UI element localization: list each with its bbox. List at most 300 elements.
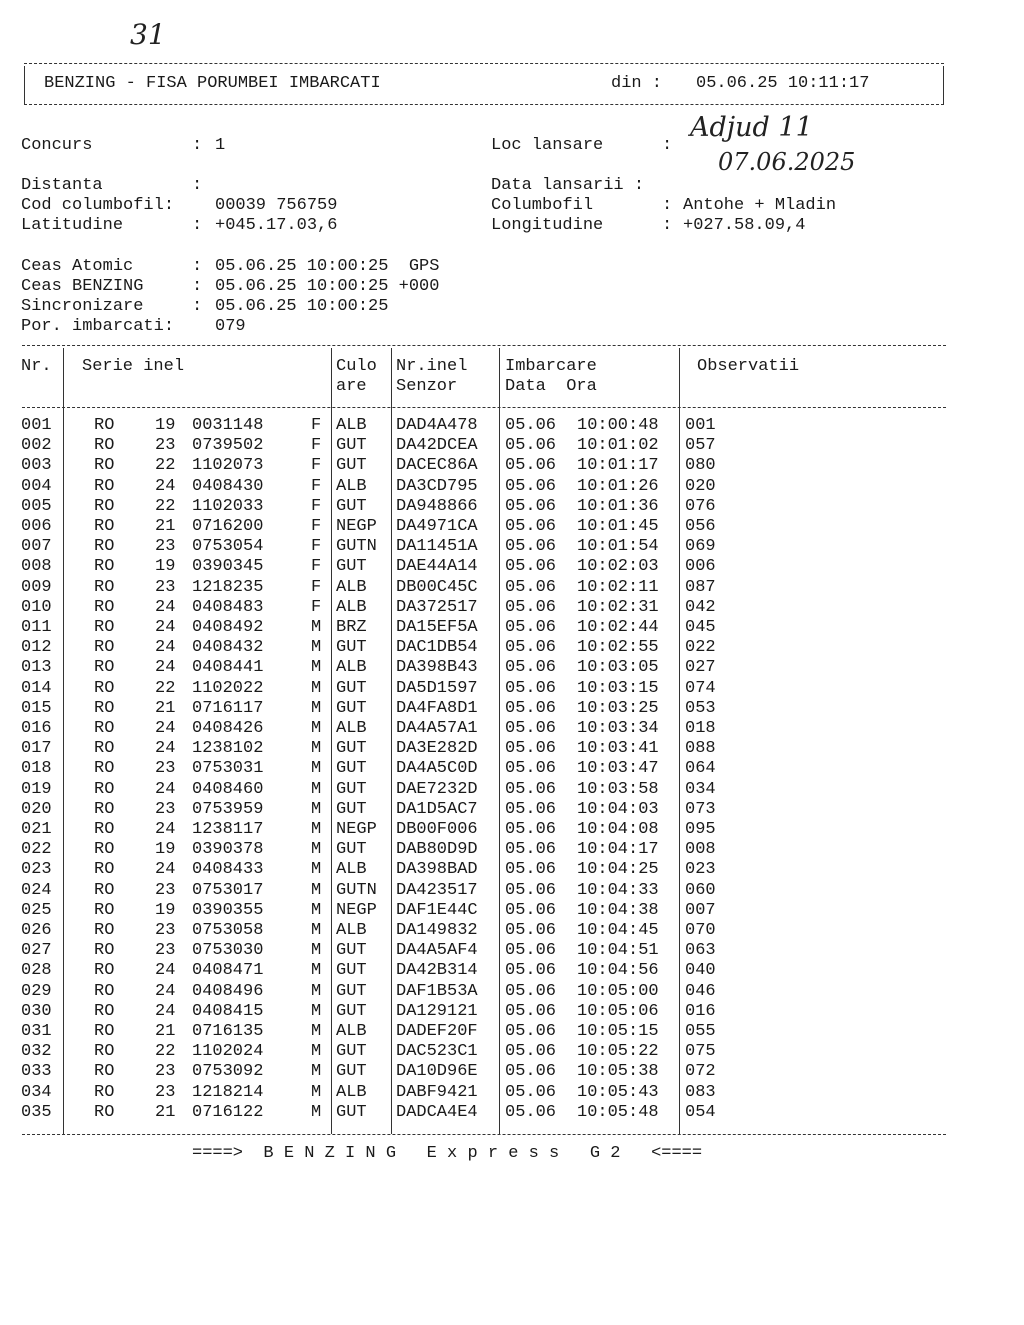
row-sensor: DA3E282D [396, 739, 478, 759]
row-sensor: DA149832 [396, 921, 478, 940]
row-year: 24 [155, 820, 176, 839]
table-row [0, 517, 1024, 537]
row-date: 05.06 [505, 537, 557, 557]
footer-banner: ====> B E N Z I N G E x p r e s s G 2 <==== [192, 1144, 703, 1163]
row-year: 24 [155, 597, 176, 617]
row-sensor: DAC523C1 [396, 1042, 478, 1062]
row-color: GUT [336, 1042, 367, 1062]
colon: : [192, 257, 203, 276]
table-row [0, 1062, 1024, 1082]
row-time: 10:03:05 [577, 658, 659, 678]
row-year: 21 [155, 698, 176, 718]
row-color: GUT [336, 678, 367, 698]
row-color: GUT [336, 436, 367, 456]
row-sex: M [311, 698, 322, 718]
header-top-border [24, 63, 944, 64]
row-year: 24 [155, 779, 176, 799]
row-ring-number: 0408433 [192, 860, 264, 880]
table-row [0, 578, 1024, 598]
row-nr: 010 [21, 597, 52, 617]
row-nr: 006 [21, 517, 52, 536]
row-year: 23 [155, 1062, 176, 1082]
row-observatii: 040 [685, 961, 716, 981]
row-time: 10:01:36 [577, 496, 659, 516]
row-observatii: 095 [685, 820, 716, 839]
row-sensor: DA4A57A1 [396, 719, 478, 738]
row-nr: 005 [21, 496, 52, 516]
colon: : [662, 196, 673, 215]
row-observatii: 080 [685, 456, 716, 476]
row-country: RO [94, 496, 115, 516]
row-date: 05.06 [505, 1022, 557, 1041]
row-color: NEGP [336, 517, 377, 536]
loc-label: Loc lansare [491, 136, 604, 155]
row-sensor: DA948866 [396, 496, 478, 516]
row-time: 10:00:48 [577, 416, 659, 435]
row-sex: F [311, 537, 322, 557]
table-row [0, 1083, 1024, 1103]
table-row [0, 1042, 1024, 1062]
row-year: 23 [155, 941, 176, 961]
colon: : [192, 277, 203, 296]
row-date: 05.06 [505, 456, 557, 476]
table-row [0, 759, 1024, 779]
row-ring-number: 0753092 [192, 1062, 264, 1082]
row-sensor: DA4971CA [396, 517, 478, 536]
row-sensor: DA10D96E [396, 1062, 478, 1082]
row-sex: M [311, 921, 322, 940]
row-sensor: DAE44A14 [396, 557, 478, 577]
row-sensor: DABF9421 [396, 1082, 478, 1102]
row-sensor: DAB80D9D [396, 840, 478, 860]
row-sex: M [311, 719, 322, 738]
row-color: ALB [336, 719, 367, 738]
row-nr: 018 [21, 759, 52, 779]
row-country: RO [94, 416, 115, 435]
row-country: RO [94, 1001, 115, 1021]
date-label: din : [611, 74, 663, 93]
row-color: GUT [336, 779, 367, 799]
row-ring-number: 0753959 [192, 799, 264, 819]
table-row [0, 982, 1024, 1002]
ceas-atomic-label: Ceas Atomic [21, 257, 134, 276]
row-time: 10:05:43 [577, 1082, 659, 1102]
data-lansarii-handwritten: 07.06.2025 [718, 148, 856, 176]
row-sex: M [311, 618, 322, 637]
table-bottom-border [22, 1134, 946, 1135]
page-number: 31 [130, 18, 166, 51]
row-observatii: 016 [685, 1001, 716, 1021]
row-ring-number: 1238102 [192, 739, 264, 759]
row-year: 19 [155, 557, 176, 577]
row-color: GUT [336, 799, 367, 819]
row-color: GUT [336, 1102, 367, 1122]
table-row [0, 719, 1024, 739]
row-time: 10:05:15 [577, 1022, 659, 1041]
row-nr: 009 [21, 577, 52, 597]
row-date: 05.06 [505, 860, 557, 880]
row-observatii: 027 [685, 658, 716, 678]
row-date: 05.06 [505, 1062, 557, 1082]
row-ring-number: 1102033 [192, 496, 264, 516]
row-nr: 011 [21, 618, 52, 637]
row-year: 21 [155, 1022, 176, 1041]
ceas-benzing-label: Ceas BENZING [21, 277, 144, 296]
row-country: RO [94, 779, 115, 799]
row-nr: 024 [21, 880, 52, 900]
row-year: 24 [155, 981, 176, 1001]
row-country: RO [94, 557, 115, 577]
row-observatii: 073 [685, 799, 716, 819]
row-year: 19 [155, 900, 176, 920]
row-country: RO [94, 456, 115, 476]
row-color: GUT [336, 496, 367, 516]
row-observatii: 018 [685, 719, 716, 738]
row-ring-number: 0753054 [192, 537, 264, 557]
colon: : [662, 216, 673, 235]
row-date: 05.06 [505, 759, 557, 779]
table-row [0, 901, 1024, 921]
row-nr: 026 [21, 921, 52, 940]
row-nr: 016 [21, 719, 52, 738]
row-ring-number: 1102022 [192, 678, 264, 698]
row-sensor: DAE7232D [396, 779, 478, 799]
longitudine-value: +027.58.09,4 [683, 216, 806, 235]
row-color: GUT [336, 638, 367, 658]
data-lansarii-label: Data lansarii : [491, 176, 645, 195]
row-color: BRZ [336, 618, 367, 637]
row-date: 05.06 [505, 577, 557, 597]
row-year: 23 [155, 577, 176, 597]
row-sensor: DA423517 [396, 880, 478, 900]
col-nr-header: Nr. [21, 357, 52, 376]
por-value: 079 [215, 317, 246, 336]
row-country: RO [94, 658, 115, 678]
row-sex: M [311, 1022, 322, 1041]
row-ring-number: 0408432 [192, 638, 264, 658]
row-time: 10:05:00 [577, 981, 659, 1001]
row-sex: M [311, 779, 322, 799]
row-ring-number: 0390355 [192, 900, 264, 920]
row-date: 05.06 [505, 900, 557, 920]
table-row [0, 961, 1024, 981]
row-ring-number: 0716122 [192, 1102, 264, 1122]
columbofil-label: Columbofil [491, 196, 594, 215]
row-time: 10:03:47 [577, 759, 659, 779]
row-ring-number: 0739502 [192, 436, 264, 456]
row-ring-number: 1238117 [192, 820, 264, 839]
row-year: 23 [155, 1082, 176, 1102]
row-sex: M [311, 739, 322, 759]
row-country: RO [94, 981, 115, 1001]
row-ring-number: 0031148 [192, 416, 264, 435]
row-sex: M [311, 638, 322, 658]
row-color: ALB [336, 597, 367, 617]
colon: : [192, 176, 203, 195]
concurs-label: Concurs [21, 136, 93, 155]
row-sensor: DADCA4E4 [396, 1102, 478, 1122]
row-year: 24 [155, 638, 176, 658]
row-ring-number: 1218214 [192, 1082, 264, 1102]
row-time: 10:02:03 [577, 557, 659, 577]
row-time: 10:05:22 [577, 1042, 659, 1062]
row-time: 10:04:33 [577, 880, 659, 900]
table-row [0, 1103, 1024, 1123]
table-row [0, 881, 1024, 901]
row-color: GUT [336, 981, 367, 1001]
row-time: 10:01:02 [577, 436, 659, 456]
table-row [0, 497, 1024, 517]
row-time: 10:02:11 [577, 577, 659, 597]
row-observatii: 054 [685, 1102, 716, 1122]
row-country: RO [94, 921, 115, 940]
table-row [0, 436, 1024, 456]
table-row [0, 638, 1024, 658]
row-sensor: DAD4A478 [396, 416, 478, 435]
colon: : [192, 297, 203, 316]
row-sex: M [311, 880, 322, 900]
row-sensor: DA42B314 [396, 961, 478, 981]
row-country: RO [94, 860, 115, 880]
row-country: RO [94, 618, 115, 637]
row-nr: 031 [21, 1022, 52, 1041]
row-year: 22 [155, 456, 176, 476]
row-observatii: 060 [685, 880, 716, 900]
row-country: RO [94, 476, 115, 496]
cod-value: 00039 756759 [215, 196, 338, 215]
row-observatii: 070 [685, 921, 716, 940]
loc-handwritten: Adjud 11 [690, 112, 813, 143]
por-label: Por. imbarcati: [21, 317, 175, 336]
row-date: 05.06 [505, 658, 557, 678]
row-observatii: 088 [685, 739, 716, 759]
row-time: 10:01:26 [577, 476, 659, 496]
row-color: ALB [336, 860, 367, 880]
row-time: 10:04:08 [577, 820, 659, 839]
row-observatii: 076 [685, 496, 716, 516]
row-ring-number: 0408483 [192, 597, 264, 617]
row-observatii: 075 [685, 1042, 716, 1062]
row-date: 05.06 [505, 436, 557, 456]
table-row [0, 679, 1024, 699]
row-sex: M [311, 1062, 322, 1082]
row-country: RO [94, 436, 115, 456]
row-observatii: 022 [685, 638, 716, 658]
row-nr: 033 [21, 1062, 52, 1082]
row-time: 10:04:38 [577, 900, 659, 920]
row-year: 23 [155, 921, 176, 940]
row-sex: M [311, 860, 322, 880]
row-year: 21 [155, 1102, 176, 1122]
colon: : [192, 216, 203, 235]
row-sex: F [311, 416, 322, 435]
row-country: RO [94, 577, 115, 597]
row-ring-number: 0716135 [192, 1022, 264, 1041]
table-row [0, 598, 1024, 618]
row-sensor: DA372517 [396, 597, 478, 617]
row-color: GUT [336, 739, 367, 759]
row-color: GUT [336, 759, 367, 779]
row-color: GUT [336, 557, 367, 577]
row-country: RO [94, 698, 115, 718]
row-date: 05.06 [505, 678, 557, 698]
row-country: RO [94, 840, 115, 860]
row-sensor: DA4FA8D1 [396, 698, 478, 718]
col-nrinel-header-2: Senzor [396, 377, 458, 396]
row-ring-number: 0408426 [192, 719, 264, 738]
row-nr: 013 [21, 658, 52, 678]
date-value: 05.06.25 10:11:17 [696, 74, 870, 93]
table-row [0, 416, 1024, 436]
table-row [0, 456, 1024, 476]
row-sensor: DA398B43 [396, 658, 478, 678]
row-time: 10:04:25 [577, 860, 659, 880]
table-row [0, 820, 1024, 840]
row-time: 10:04:56 [577, 961, 659, 981]
row-date: 05.06 [505, 921, 557, 940]
row-date: 05.06 [505, 1082, 557, 1102]
row-color: ALB [336, 577, 367, 597]
row-time: 10:01:45 [577, 517, 659, 536]
table-row [0, 941, 1024, 961]
row-time: 10:03:58 [577, 779, 659, 799]
distanta-label: Distanta [21, 176, 103, 195]
row-sex: F [311, 476, 322, 496]
row-sex: M [311, 820, 322, 839]
row-nr: 017 [21, 739, 52, 759]
row-year: 23 [155, 880, 176, 900]
concurs-value: 1 [215, 136, 226, 155]
row-country: RO [94, 537, 115, 557]
row-date: 05.06 [505, 496, 557, 516]
row-sex: F [311, 496, 322, 516]
row-color: GUTN [336, 537, 377, 557]
table-row [0, 618, 1024, 638]
row-country: RO [94, 880, 115, 900]
ceas-benzing-value: 05.06.25 10:00:25 +000 [215, 277, 440, 296]
row-year: 23 [155, 436, 176, 456]
header-left-border [24, 66, 25, 104]
row-observatii: 045 [685, 618, 716, 637]
row-nr: 030 [21, 1001, 52, 1021]
col-imbarcare-header-2: Data Ora [505, 377, 597, 396]
row-date: 05.06 [505, 1102, 557, 1122]
row-observatii: 001 [685, 416, 716, 435]
row-time: 10:04:51 [577, 941, 659, 961]
row-year: 24 [155, 739, 176, 759]
row-ring-number: 1102024 [192, 1042, 264, 1062]
row-date: 05.06 [505, 719, 557, 738]
colon: : [662, 136, 673, 155]
table-row [0, 780, 1024, 800]
row-year: 24 [155, 658, 176, 678]
row-sensor: DA4A5C0D [396, 759, 478, 779]
row-time: 10:03:41 [577, 739, 659, 759]
row-color: GUT [336, 941, 367, 961]
latitudine-label: Latitudine [21, 216, 124, 235]
table-row [0, 921, 1024, 941]
table-row [0, 699, 1024, 719]
row-country: RO [94, 1022, 115, 1041]
row-date: 05.06 [505, 416, 557, 435]
row-sex: M [311, 1082, 322, 1102]
table-row [0, 537, 1024, 557]
row-date: 05.06 [505, 1001, 557, 1021]
row-sensor: DACEC86A [396, 456, 478, 476]
row-sensor: DA4A5AF4 [396, 941, 478, 961]
row-country: RO [94, 719, 115, 738]
row-year: 24 [155, 618, 176, 637]
row-time: 10:03:15 [577, 678, 659, 698]
row-date: 05.06 [505, 820, 557, 839]
row-color: ALB [336, 416, 367, 435]
row-time: 10:02:55 [577, 638, 659, 658]
row-color: ALB [336, 658, 367, 678]
row-year: 22 [155, 1042, 176, 1062]
row-nr: 015 [21, 698, 52, 718]
row-nr: 007 [21, 537, 52, 557]
row-country: RO [94, 517, 115, 536]
row-sex: F [311, 517, 322, 536]
row-nr: 029 [21, 981, 52, 1001]
row-country: RO [94, 941, 115, 961]
row-sex: F [311, 557, 322, 577]
table-row [0, 739, 1024, 759]
row-sex: M [311, 1102, 322, 1122]
row-observatii: 056 [685, 517, 716, 536]
row-country: RO [94, 638, 115, 658]
row-observatii: 064 [685, 759, 716, 779]
row-date: 05.06 [505, 557, 557, 577]
row-observatii: 057 [685, 436, 716, 456]
ceas-atomic-value: 05.06.25 10:00:25 GPS [215, 257, 440, 276]
row-sensor: DA5D1597 [396, 678, 478, 698]
sincronizare-label: Sincronizare [21, 297, 144, 316]
header-bottom-border [24, 104, 944, 105]
row-time: 10:05:06 [577, 1001, 659, 1021]
row-sex: M [311, 840, 322, 860]
row-ring-number: 0753030 [192, 941, 264, 961]
row-ring-number: 1102073 [192, 456, 264, 476]
row-time: 10:01:54 [577, 537, 659, 557]
row-observatii: 055 [685, 1022, 716, 1041]
row-color: GUT [336, 1001, 367, 1021]
row-color: GUT [336, 961, 367, 981]
row-observatii: 008 [685, 840, 716, 860]
row-country: RO [94, 1042, 115, 1062]
row-sex: M [311, 1001, 322, 1021]
row-ring-number: 0408492 [192, 618, 264, 637]
row-ring-number: 0408430 [192, 476, 264, 496]
row-nr: 001 [21, 416, 52, 435]
row-ring-number: 0716117 [192, 698, 264, 718]
row-sensor: DADEF20F [396, 1022, 478, 1041]
row-date: 05.06 [505, 638, 557, 658]
row-ring-number: 1218235 [192, 577, 264, 597]
row-sensor: DAC1DB54 [396, 638, 478, 658]
row-color: GUT [336, 1062, 367, 1082]
col-serie-header: Serie inel [82, 357, 185, 376]
row-date: 05.06 [505, 779, 557, 799]
row-nr: 020 [21, 799, 52, 819]
row-year: 23 [155, 799, 176, 819]
row-year: 24 [155, 719, 176, 738]
row-nr: 034 [21, 1082, 52, 1102]
row-observatii: 034 [685, 779, 716, 799]
row-nr: 019 [21, 779, 52, 799]
row-time: 10:01:17 [577, 456, 659, 476]
row-date: 05.06 [505, 981, 557, 1001]
